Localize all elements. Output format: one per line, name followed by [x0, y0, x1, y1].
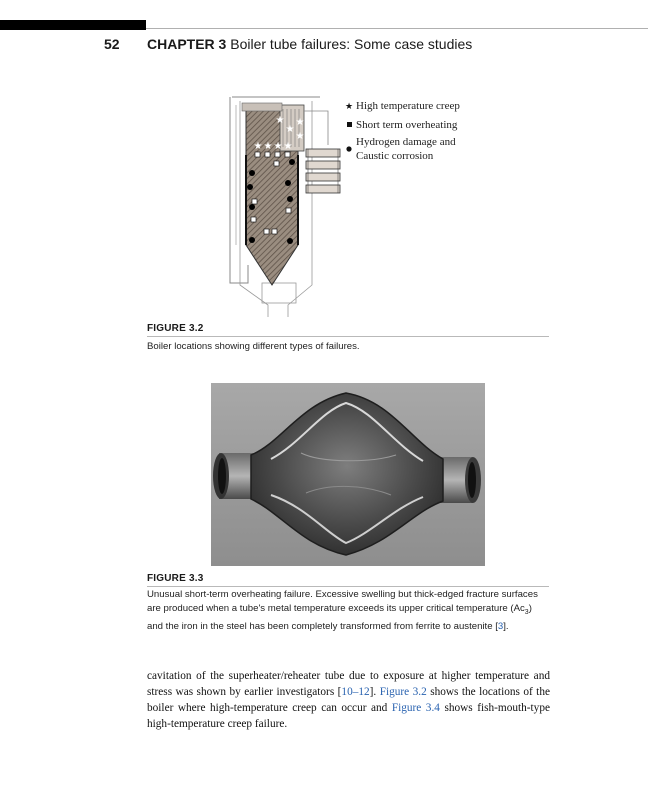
- figure-3-3-caption: [147, 588, 551, 634]
- svg-text:★: ★: [345, 102, 354, 112]
- legend-hydrogen-2: Caustic corrosion: [356, 150, 434, 162]
- figure-3-2-rule: [147, 336, 549, 337]
- figure-3-3-rule: [147, 586, 549, 587]
- legend-overheating: Short term overheating: [356, 119, 458, 131]
- chapter-title: Boiler tube failures: Some case studies: [230, 36, 473, 52]
- svg-text:★: ★: [295, 131, 305, 142]
- svg-text:★: ★: [263, 141, 273, 152]
- boiler-diagram: [228, 95, 478, 317]
- svg-text:★: ★: [275, 115, 285, 126]
- svg-text:★: ★: [283, 141, 293, 152]
- figure-3-4-link[interactable]: Figure 3.4: [391, 702, 440, 714]
- chapter-label: CHAPTER 3: [147, 36, 227, 52]
- svg-text:★: ★: [285, 124, 295, 135]
- figure-3-3-label: FIGURE 3.3: [147, 573, 204, 584]
- figure-3-2-label: FIGURE 3.2: [147, 323, 204, 334]
- svg-text:★: ★: [295, 117, 305, 128]
- header-rule: [146, 28, 648, 29]
- legend-hydrogen-1: Hydrogen damage and: [356, 136, 456, 148]
- caption-line-2: are produced when a tube's metal temperature exceeds its upper critical temperature $(Ac_3)$: [147, 603, 532, 616]
- tube-failure-photo: [211, 383, 485, 566]
- header-bar: [0, 20, 146, 30]
- economiser-bank: [306, 149, 340, 193]
- legend-creep: High temperature creep: [356, 100, 460, 112]
- svg-text:★: ★: [273, 141, 283, 152]
- reference-link[interactable]: 10–12: [341, 686, 370, 698]
- caption-line-3: and the iron in the steel has been completely transformed from ferrite to austenite [3].: [147, 620, 509, 632]
- caption-line-1: Unusual short-term overheating failure. Excessive swelling but thick-edged fracture surfaces: [147, 589, 538, 600]
- body-paragraph: cavitation of the superheater/reheater tube due to exposure at higher temperature and stress was shown by earlier investigators [10–12]. Figure 3.2 shows the locations of the boiler where high-temperature creep can occur and Figure 3.4 shows fish-mouth-type high-temperature creep failure.: [147, 670, 550, 730]
- figure-3-2-link[interactable]: Figure 3.2: [379, 686, 427, 698]
- running-head: [147, 36, 472, 52]
- page-number: 52: [104, 36, 120, 52]
- figure-3-2-caption: Boiler locations showing different types of failures.: [147, 341, 360, 352]
- legend: [345, 100, 460, 162]
- reference-link[interactable]: 3: [497, 620, 504, 632]
- svg-text:★: ★: [253, 141, 263, 152]
